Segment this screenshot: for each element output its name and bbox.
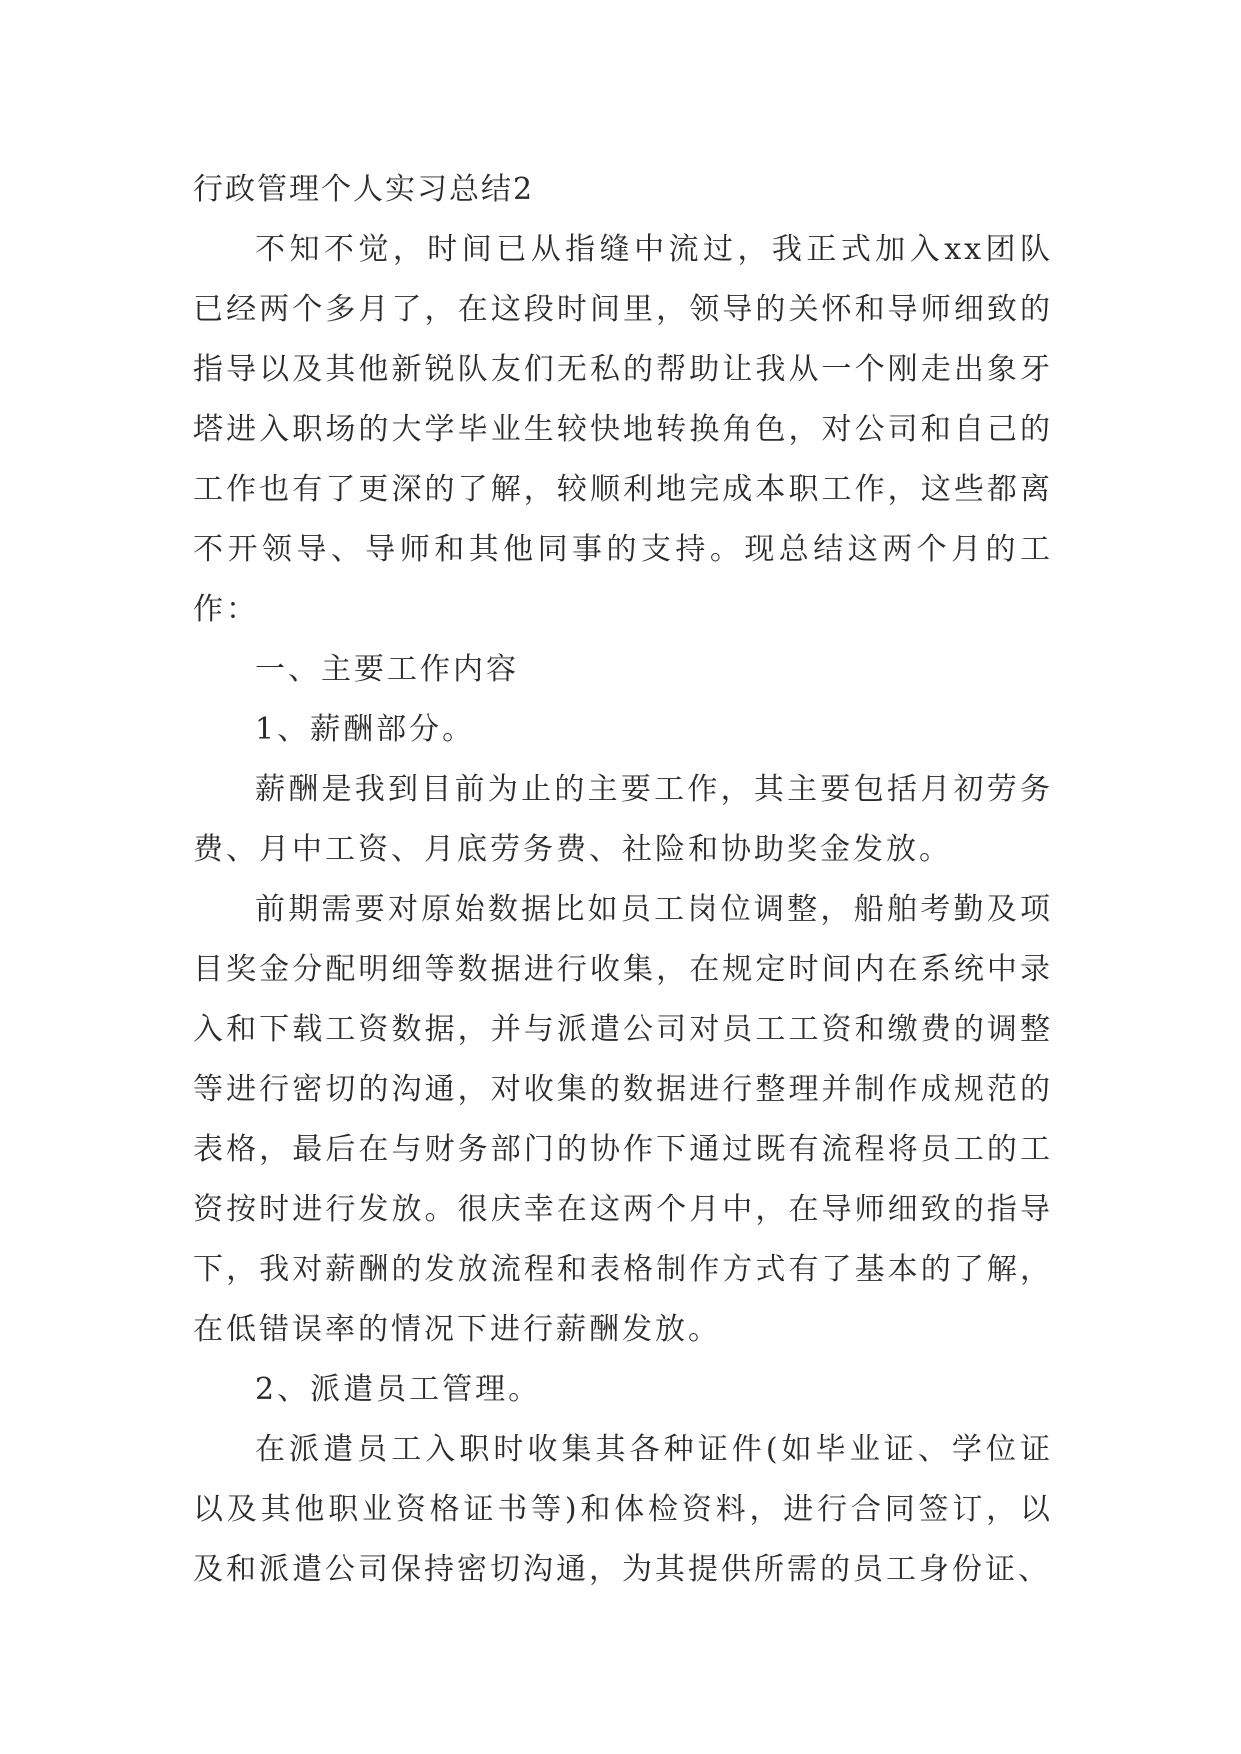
document-title: 行政管理个人实习总结2 (193, 172, 535, 207)
document-body (193, 160, 1053, 1600)
dispatch-staff-paragraph: 在派遣员工入职时收集其各种证件(如毕业证、学位证以及其他职业资格证书等)和体检资料，进行合同签订，以及和派遣公司保持密切沟通，为其提供所需的员工身份证、 (193, 1432, 1053, 1587)
intro-paragraph: 不知不觉，时间已从指缝中流过，我正式加入xx团队已经两个多月了，在这段时间里，领导的关怀和导师细致的指导以及其他新锐队友们无私的帮助让我从一个刚走出象牙塔进入职场的大学毕业生较快地转换角色，对公司和自己的工作也有了更深的了解，较顺利地完成本职工作，这些都离不开领导、导师和其他同事的支持。现总结这两个月的工作： (193, 232, 1053, 627)
item-heading-dispatch-staff: 2、派遣员工管理。 (255, 1372, 542, 1407)
salary-paragraph-1: 薪酬是我到目前为止的主要工作，其主要包括月初劳务费、月中工资、月底劳务费、社险和协助奖金发放。 (193, 772, 1053, 867)
salary-paragraph-2: 前期需要对原始数据比如员工岗位调整，船舶考勤及项目奖金分配明细等数据进行收集，在规定时间内在系统中录入和下载工资数据，并与派遣公司对员工工资和缴费的调整等进行密切的沟通，对收集的数据进行整理并制作成规范的表格，最后在与财务部门的协作下通过既有流程将员工的工资按时进行发放。很庆幸在这两个月中，在导师细致的指导下，我对薪酬的发放流程和表格制作方式有了基本的了解，在低错误率的情况下进行薪酬发放。 (193, 892, 1053, 1347)
section-heading-main-work: 一、主要工作内容 (255, 652, 519, 687)
item-heading-salary: 1、薪酬部分。 (255, 712, 476, 747)
